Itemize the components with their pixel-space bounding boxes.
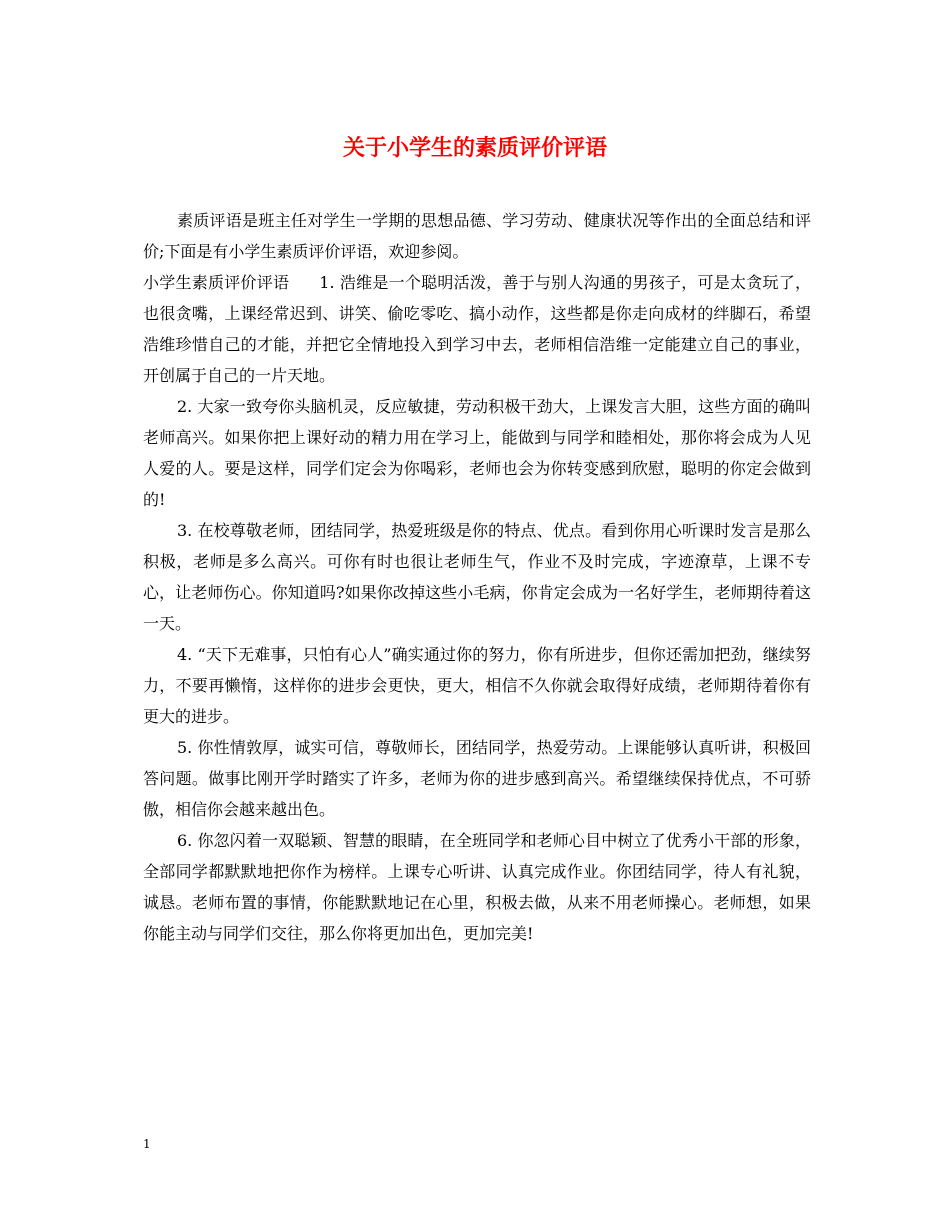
item-6-paragraph: 6. 你忽闪着一双聪颖、智慧的眼睛，在全班同学和老师心目中树立了优秀小干部的形象，全部同学都默默地把你作为榜样。上课专心听讲、认真完成作业。你团结同学，待人有礼貌，诚恳。老师布置的事情，你能默默地记在心里，积极去做，从来不用老师操心。老师想，如果你能主动与同学们交往，那么你将更加出色，更加完美!: [143, 831, 811, 943]
page-number: 1: [143, 1137, 151, 1151]
item-5-paragraph: 5. 你性情敦厚，诚实可信，尊敬师长，团结同学，热爱劳动。上课能够认真听讲，积极回答问题。做事比刚开学时踏实了许多，老师为你的进步感到高兴。希望继续保持优点，不可骄傲，相信你会越来越出色。: [143, 738, 811, 819]
item-2-paragraph: 2. 大家一致夸你头脑机灵，反应敏捷，劳动积极干劲大，上课发言大胆，这些方面的确叫老师高兴。如果你把上课好动的精力用在学习上，能做到与同学和睦相处，那你将会成为人见人爱的人。要是这样，同学们定会为你喝彩，老师也会为你转变感到欣慰，聪明的你定会做到的!: [143, 397, 811, 509]
intro-paragraph: 素质评语是班主任对学生一学期的思想品德、学习劳动、健康状况等作出的全面总结和评价;下面是有小学生素质评价评语，欢迎参阅。: [143, 211, 811, 261]
first-item-paragraph: [143, 267, 811, 391]
document-body: [143, 205, 811, 949]
item-4-paragraph: 4. “天下无难事，只怕有心人”确实通过你的努力，你有所进步，但你还需加把劲，继续努力，不要再懒惰，这样你的进步会更快，更大，相信不久你就会取得好成绩，老师期待着你有更大的进步。: [143, 645, 811, 726]
page-title: 关于小学生的素质评价评语: [342, 135, 607, 161]
item-1-text: 1. 浩维是一个聪明活泼，善于与别人沟通的男孩子，可是太贪玩了，也很贪嘴，上课经常迟到、讲笑、偷吃零吃、搞小动作，这些都是你走向成材的绊脚石，希望浩维珍惜自己的才能，并把它全情地投入到学习中去，老师相信浩维一定能建立自己的事业，开创属于自己的一片天地。: [143, 273, 811, 385]
section-heading: 小学生素质评价评语: [143, 273, 290, 292]
item-3-paragraph: 3. 在校尊敬老师，团结同学，热爱班级是你的特点、优点。看到你用心听课时发言是那么积极，老师是多么高兴。可你有时也很让老师生气，作业不及时完成，字迹潦草，上课不专心，让老师伤心。你知道吗?如果你改掉这些小毛病，你肯定会成为一名好学生，老师期待着这一天。: [143, 521, 811, 633]
